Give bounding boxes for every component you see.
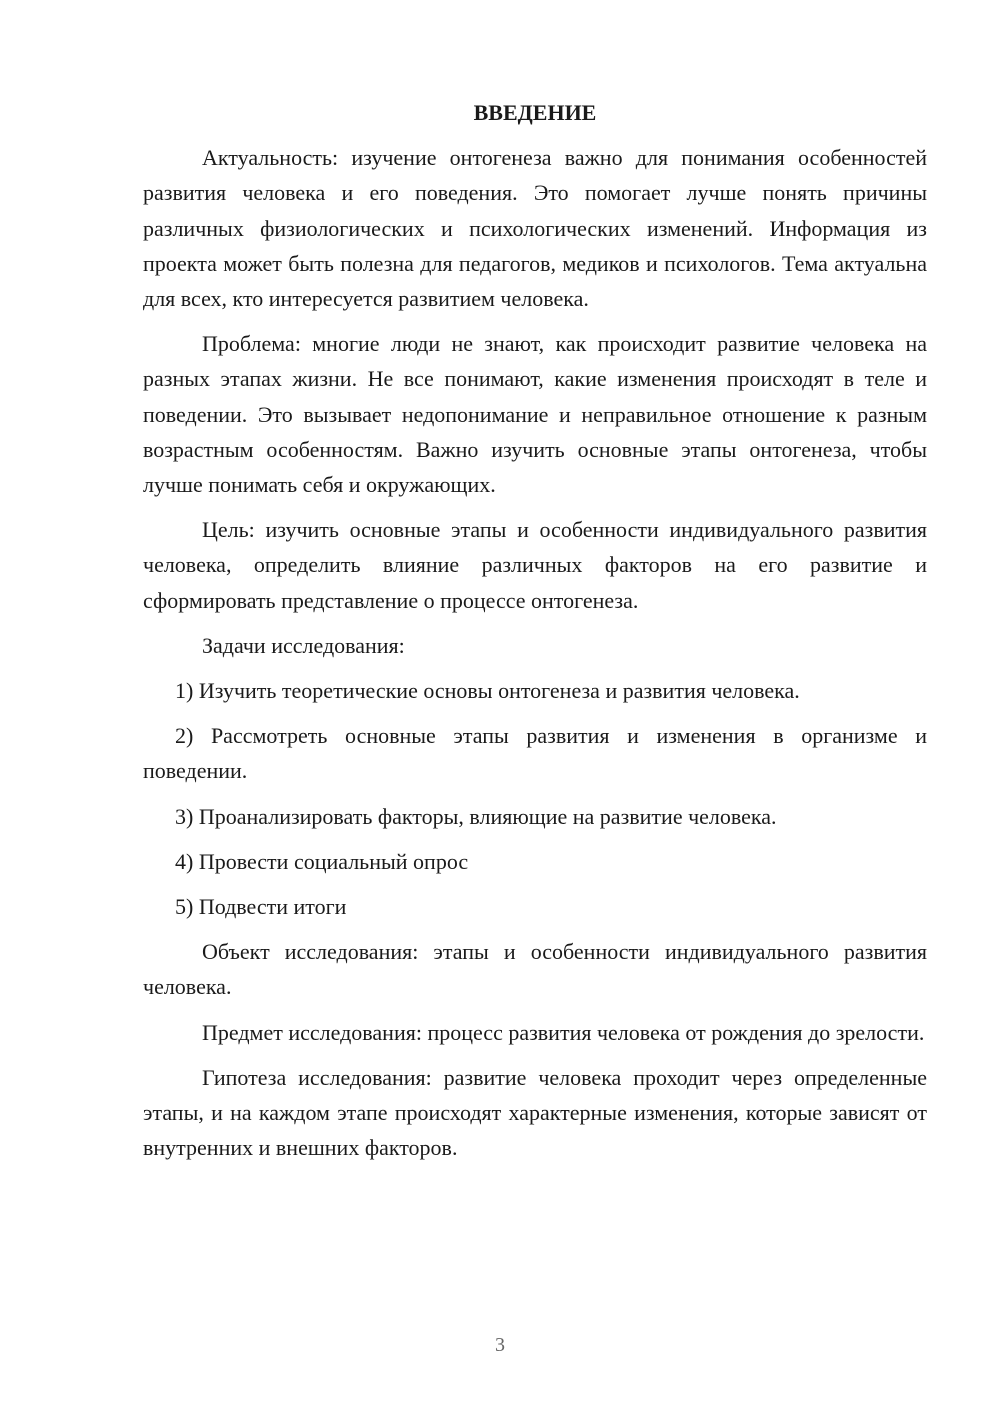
page-number: 3 (495, 1334, 505, 1356)
task-item-1: 1) Изучить теоретические основы онтогенеза и развития человека. (175, 678, 800, 704)
task-item-2: 2) Рассмотреть основные этапы развития и изменения в организме и поведении. (143, 723, 927, 784)
page-content (143, 95, 927, 1175)
paragraph-problem: Проблема: многие люди не знают, как происходит развитие человека на разных этапах жизни. Не все понимают, какие изменения происходят в теле и поведении. Это вызывает недопонимание и неправильное отношение к разным возрастным особенностям. Важно изучить основные этапы онтогенеза, чтобы лучше понимать себя и окружающих. (143, 331, 927, 498)
task-item-5: 5) Подвести итоги (175, 894, 347, 920)
page-title: ВВЕДЕНИЕ (473, 100, 597, 125)
paragraph-relevance: Актуальность: изучение онтогенеза важно для понимания особенностей развития человека и его поведения. Это помогает лучше понять причины различных физиологических и психологических изменений. Информация из проекта может быть полезна для педагогов, медиков и психологов. Тема актуальна для всех, кто интересуется развитием человека. (143, 145, 927, 312)
paragraph-goal: Цель: изучить основные этапы и особенности индивидуального развития человека, определить влияние различных факторов на его развитие и сформировать представление о процессе онтогенеза. (143, 517, 927, 613)
paragraph-hypothesis: Гипотеза исследования: развитие человека проходит через определенные этапы, и на каждом этапе происходят характерные изменения, которые зависят от внутренних и внешних факторов. (143, 1064, 927, 1161)
paragraph-object: Объект исследования: этапы и особенности индивидуального развития человека. (143, 939, 927, 1000)
task-item-4: 4) Провести социальный опрос (175, 848, 469, 874)
tasks-heading: Задачи исследования: (202, 632, 405, 658)
task-item-3: 3) Проанализировать факторы, влияющие на развитие человека. (175, 803, 777, 829)
paragraph-subject: Предмет исследования: процесс развития человека от рождения до зрелости. (202, 1019, 925, 1045)
